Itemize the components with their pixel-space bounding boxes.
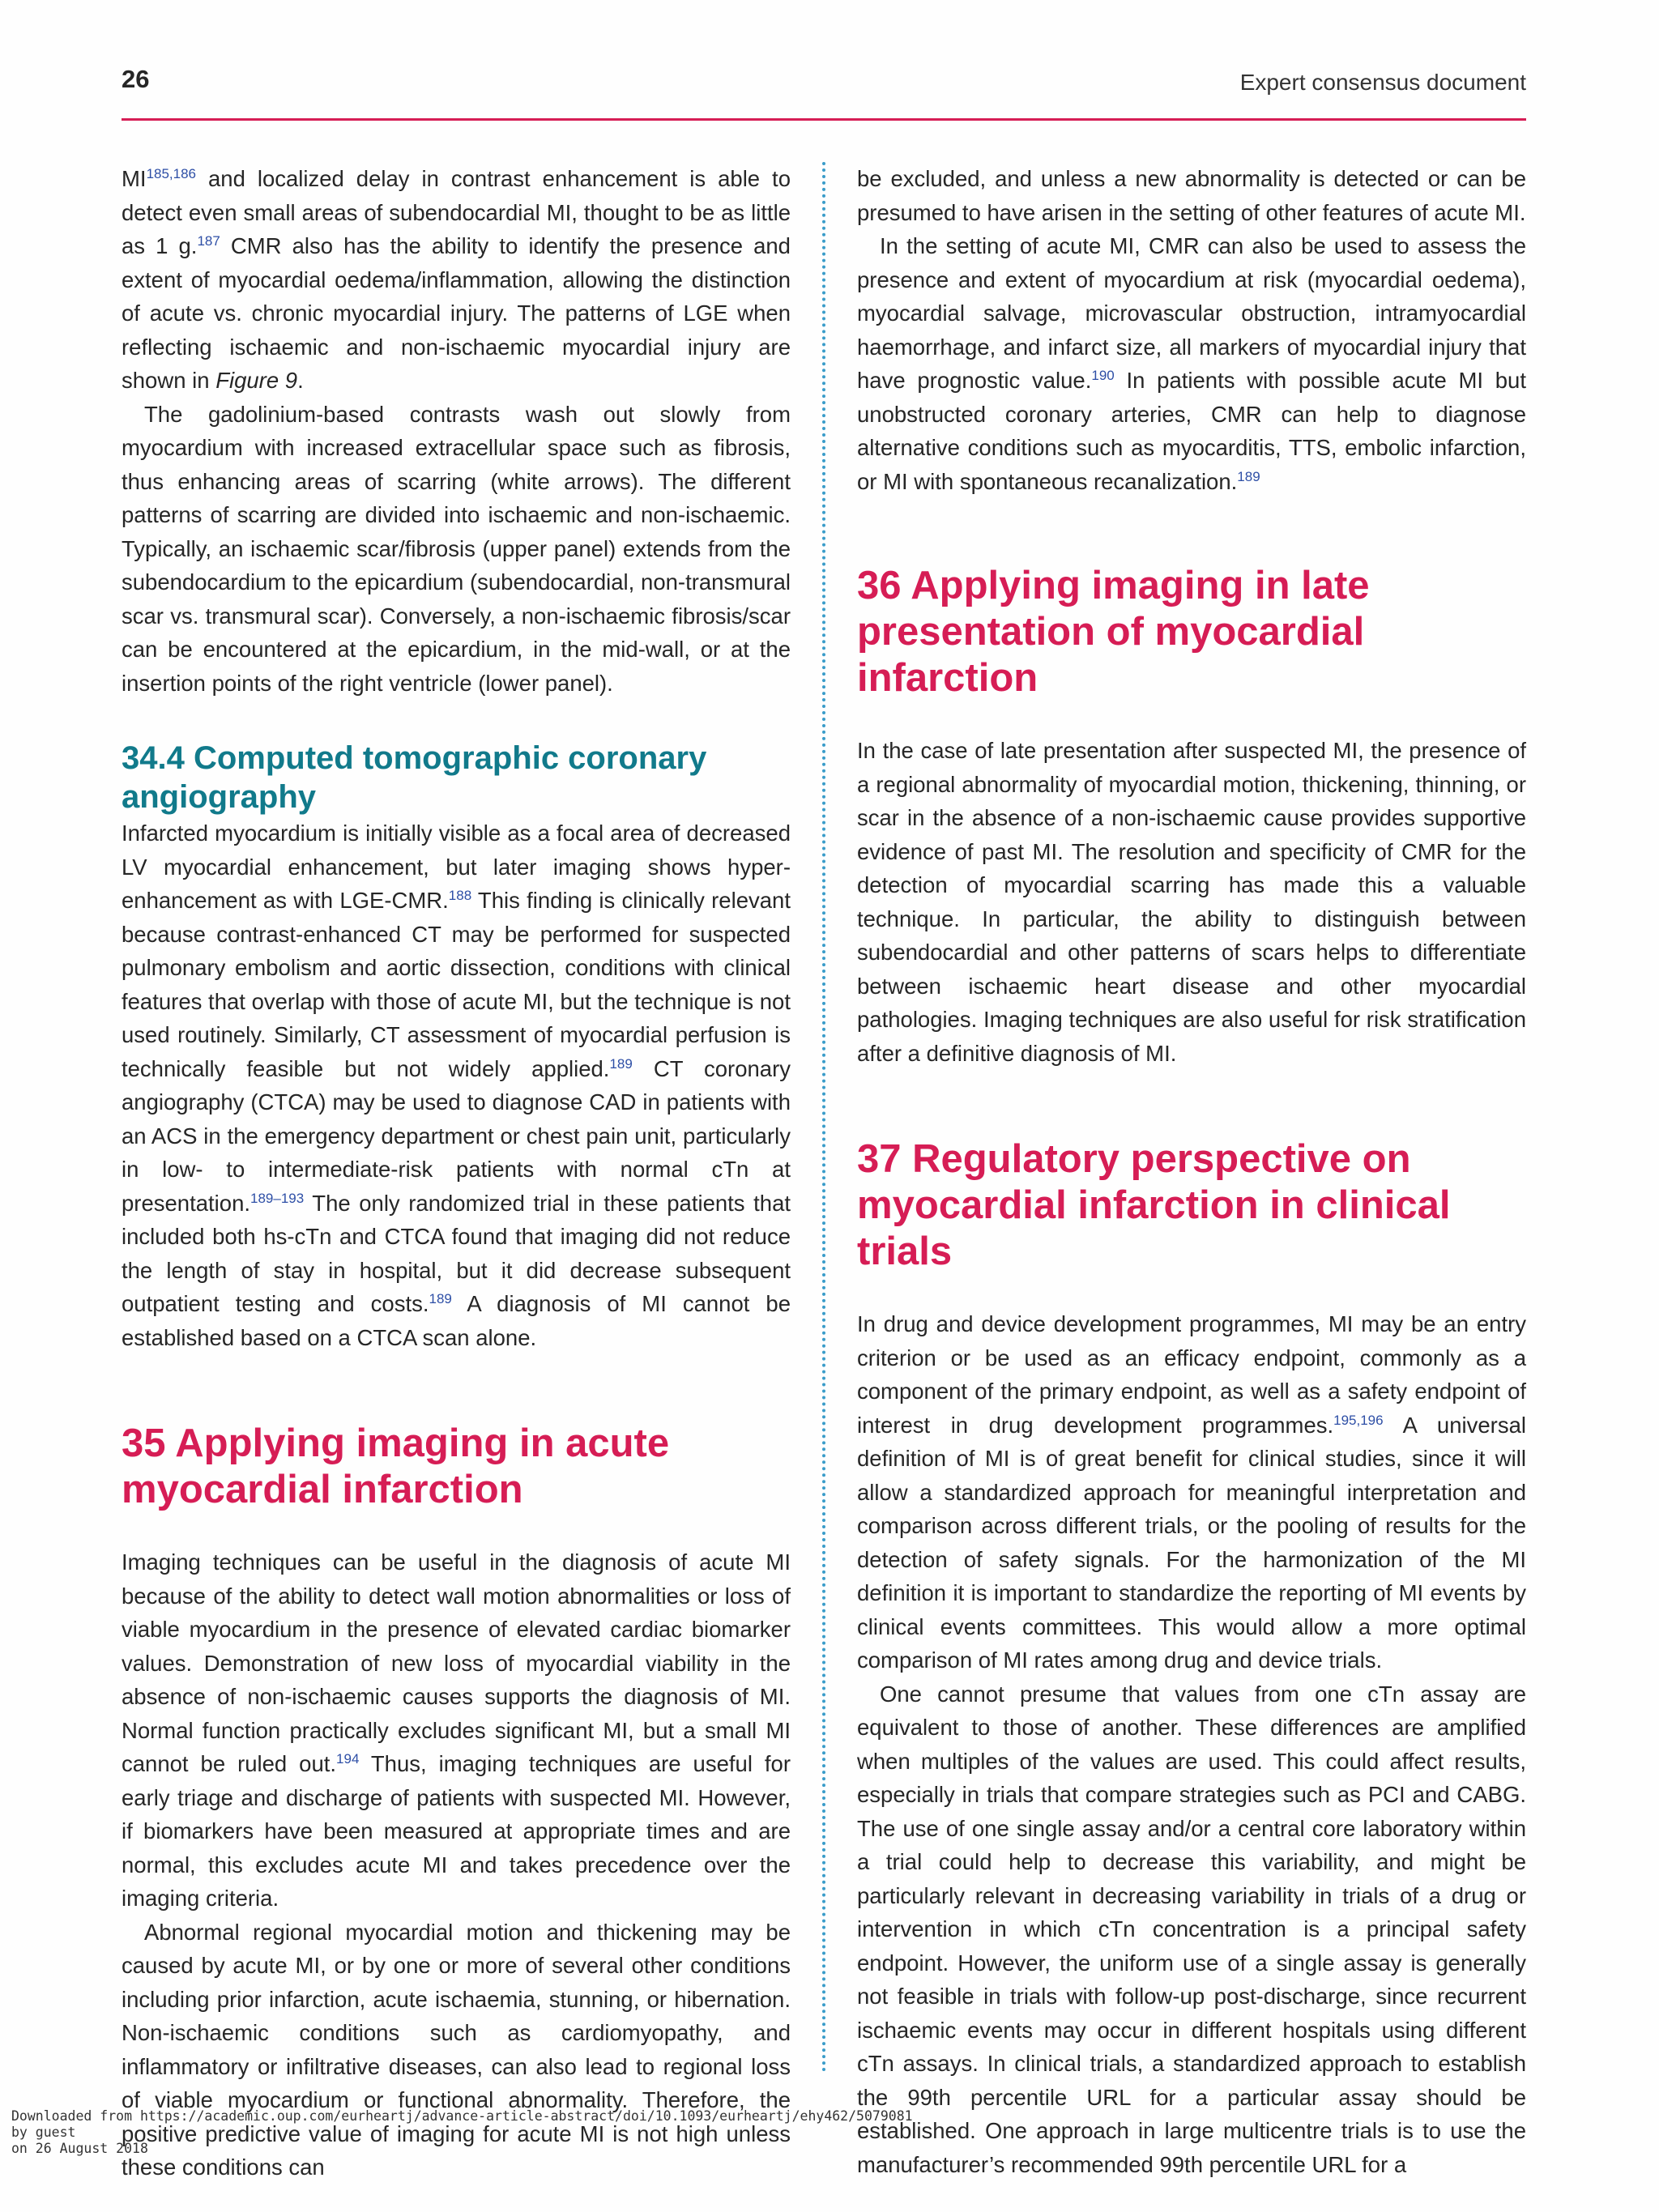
text-run: CT coronary angiography (CTCA) may be used to diagnose CAD in patients with an ACS in the emergency department or chest pain unit, particularly in low- to intermediate-risk patients with normal cTn at presentation. [122,1055,791,1216]
text-run: Imaging techniques can be useful in the diagnosis of acute MI because of the ability to detect wall motion abnormalities or loss of viable myocardium in the presence of elevated cardiac biomarker values. Demonstration of new loss of myocardial viability in the absence of non-ischaemic causes supports the diagnosis of MI. Normal function practically excludes significant MI, but a small MI cannot be ruled out. [122,1549,791,1776]
section-heading: 35 Applying imaging in acute myocardial infarction [122,1421,670,1511]
footer-line-date: on 26 August 2018 [11,2141,148,2156]
citation-link[interactable]: 187 [197,232,220,249]
paragraph: be excluded, and unless a new abnormality is detected or can be presumed to have arisen in the setting of other features of acute MI. [857,166,1526,225]
citation-link[interactable]: 185,186 [146,165,197,181]
section-heading: 37 Regulatory perspective on myocardial infarction in clinical trials [857,1137,1451,1273]
footer-line-guest: by guest [11,2125,76,2140]
section-heading: 36 Applying imaging in late presentation of myocardial infarction [857,564,1370,700]
text-run: and localized delay in contrast enhancement is able to detect even small areas of subendocardial MI, thought to be as little as 1 g. [122,166,791,258]
page-number: 26 [122,65,150,93]
text-run: A universal definition of MI is of great benefit for clinical studies, since it will allow a standardized approach for meaningful interpretation and comparison across different trials, or the pooling of results for the detection of safety signals. For the harmonization of the MI definition it is important to standardize the reporting of MI events by clinical events committees. This would allow a more optimal comparison of MI rates among drug and device trials. [857,1412,1526,1673]
citation-link[interactable]: 189–193 [250,1190,305,1206]
paragraph [857,229,1526,498]
figure-reference[interactable]: Figure 9 [215,368,298,393]
footer-line-url[interactable]: Downloaded from https://academic.oup.com/eurheartj/advance-article-abstract/doi/10.1093/eurheartj/ehy462/5079081 [11,2108,913,2124]
citation-link[interactable]: 188 [448,887,472,903]
citation-link[interactable]: 189 [1237,468,1260,484]
paragraph [122,1545,791,1916]
running-head: Expert consensus document [1239,70,1526,95]
page-header [122,65,1526,121]
left-column [122,162,791,2184]
text-run: In the setting of acute MI, CMR can also be used to assess the presence and extent of myocardium at risk (myocardial oedema), myocardial salvage, microvascular obstruction, intramyocardial haemorrhage, and infarct size, all markers of myocardial injury that have prognostic value. [857,233,1526,393]
paragraph [857,1307,1526,1677]
text-run: In patients with possible acute MI but unobstructed coronary arteries, CMR can help to diagnose alternative conditions such as myocarditis, TTS, embolic infarction, or MI with spontaneous recanalization. [857,368,1526,494]
text-run: Infarcted myocardium is initially visible as a focal area of decreased LV myocardial enhancement, but later imaging shows hyper-enhancement as with LGE-CMR. [122,820,791,913]
paragraph [122,816,791,1354]
paragraph: In the case of late presentation after suspected MI, the presence of a regional abnormality of myocardial motion, thickening, thinning, or scar in the absence of a non-ischaemic cause provides supportive evidence of past MI. The resolution and specificity of CMR for the detection of myocardial scarring has made this a valuable technique. In particular, the ability to distinguish between subendocardial and other patterns of scars helps to differentiate between ischaemic heart disease and other myocardial pathologies. Imaging techniques are also useful for risk stratification after a definitive diagnosis of MI. [857,738,1526,1066]
citation-link[interactable]: 194 [336,1750,360,1767]
text-run: Thus, imaging techniques are useful for early triage and discharge of patients with suspected MI. However, if biomarkers have been measured at appropriate times and are normal, this excludes acute MI and takes precedence over the imaging criteria. [122,1751,791,1911]
text-run: In drug and device development programmes, MI may be an entry criterion or be used as an efficacy endpoint, commonly as a component of the primary endpoint, as well as a safety endpoint of interest in drug development programmes. [857,1311,1526,1438]
citation-link[interactable]: 195,196 [1333,1412,1384,1428]
right-column [857,162,1526,2181]
paragraph [122,162,791,398]
paragraph: One cannot presume that values from one cTn assay are equivalent to those of another. These differences are amplified when multiples of the values are used. This could affect results, especially in trials that compare strategies such as PCI and CABG. The use of one single assay and/or a central core laboratory within a trial could help to decrease this variability, and might be particularly relevant in decreasing variability in trials of a drug or intervention in which cTn concentration is a principal safety endpoint. However, the uniform use of a single assay is generally not feasible in trials with follow-up post-discharge, since recurrent ischaemic events may occur in different hospitals using different cTn assays. In clinical trials, a standardized approach to establish the 99th percentile URL for a particular assay should be established. One approach in large multicentre trials is to use the manufacturer’s recommended 99th percentile URL for a [857,1681,1526,2177]
download-footer [11,2108,913,2157]
citation-link[interactable]: 189 [609,1055,633,1072]
citation-link[interactable]: 190 [1091,367,1115,383]
text-run: A diagnosis of MI cannot be established based on a CTCA scan alone. [122,1291,791,1350]
paragraph: Abnormal regional myocardial motion and thickening may be caused by acute MI, or by one or more of several other conditions including prior infarction, acute ischaemia, stunning, or hibernation. Non-ischaemic conditions such as cardiomyopathy, and inflammatory or infiltrative diseases, can also lead to regional loss of viable myocardium or functional abnormality. Therefore, the positive predictive value of imaging for acute MI is not high unless these conditions can [122,1919,791,2180]
subsection-heading: 34.4 Computed tomographic coronary angiography [122,740,707,815]
paragraph: The gadolinium-based contrasts wash out slowly from myocardium with increased extracellular space such as fibrosis, thus enhancing areas of scarring (white arrows). The different patterns of scarring are divided into ischaemic and non-ischaemic. Typically, an ischaemic scar/fibrosis (upper panel) extends from the subendocardium to the epicardium (subendocardial, non-transmural scar vs. transmural scar). Conversely, a non-ischaemic fibrosis/scar can be encountered at the epicardium, in the mid-wall, or at the insertion points of the right ventricle (lower panel). [122,401,791,696]
column-divider [822,162,825,2073]
citation-link[interactable]: 189 [429,1290,452,1306]
text-run: CMR also has the ability to identify the presence and extent of myocardial oedema/inflammation, allowing the distinction of acute vs. chronic myocardial injury. The patterns of LGE when reflecting ischaemic and non-ischaemic myocardial injury are shown in [122,233,791,393]
text-run: . [297,368,304,393]
text-run: The only randomized trial in these patients that included both hs-cTn and CTCA found that imaging did not reduce the length of stay in hospital, but it did decrease subsequent outpatient testing and costs. [122,1190,791,1316]
text-run: MI [122,166,147,191]
text-run: This finding is clinically relevant because contrast-enhanced CT may be performed for suspected pulmonary embolism and aortic dissection, conditions with clinical features that overlap with those of acute MI, but the technique is not used routinely. Similarly, CT assessment of myocardial perfusion is technically feasible but not widely applied. [122,888,791,1081]
